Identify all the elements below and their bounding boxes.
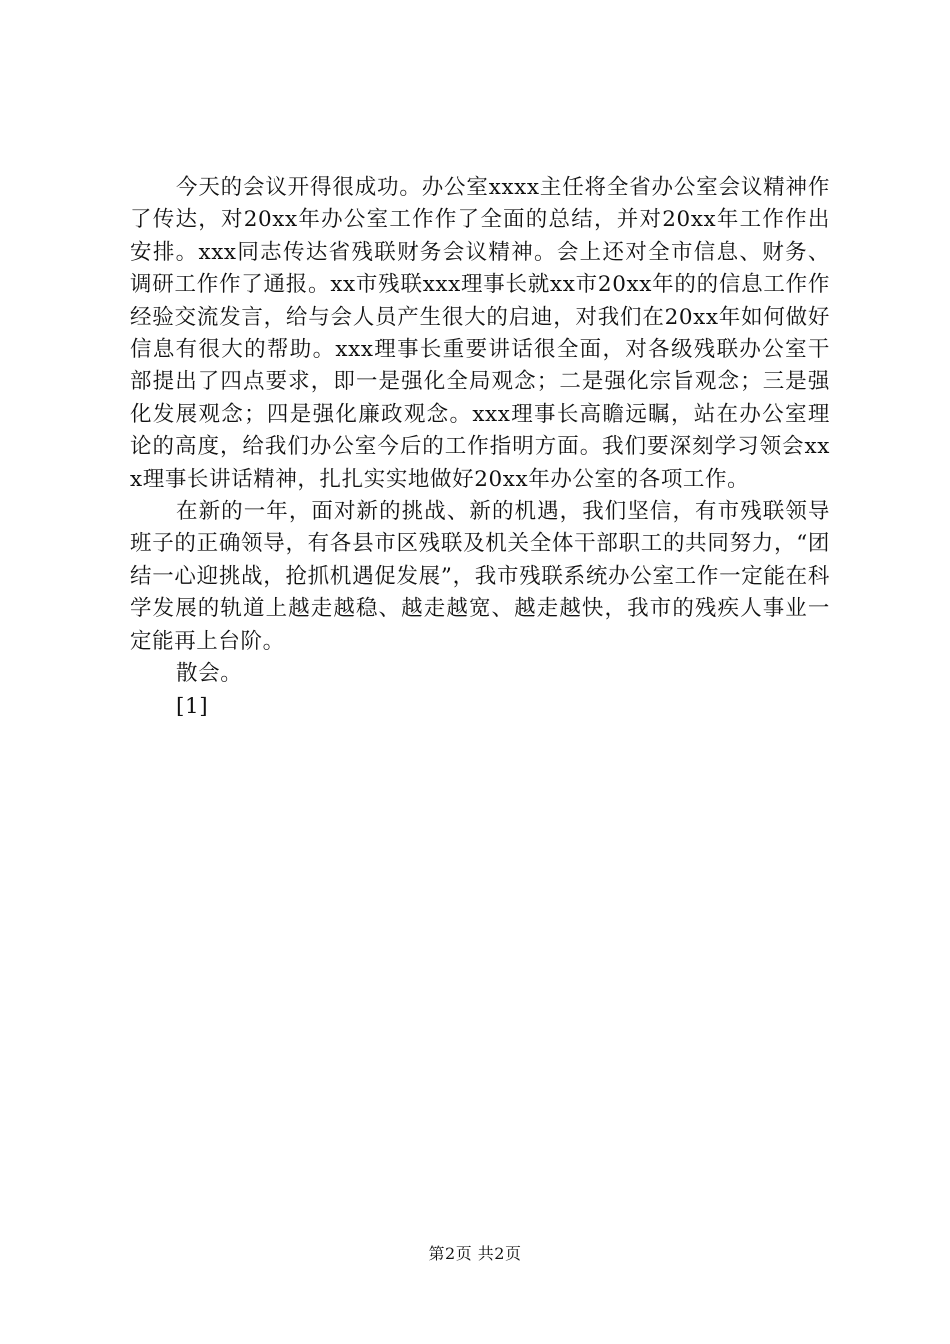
paragraph-adjourn: 散会。 [176,661,243,687]
paragraph-footnote-marker: [1] [176,693,209,719]
paragraph-new-year-outlook: 在新的一年，面对新的挑战、新的机遇，我们坚信，有市残联领导班子的正确领导，有各县市区残联及机关全体干部职工的共同努力，“团结一心迎挑战，抢抓机遇促发展”，我市残联系统办公室工作一定能在科学发展的轨道上越走越稳、越走越宽、越走越快，我市的残疾人事业一定能再上台阶。 [130,499,830,654]
page-number-footer: 第2页 共2页 [428,1244,522,1263]
paragraph-meeting-summary: 今天的会议开得很成功。办公室xxxx主任将全省办公室会议精神作了传达，对20xx年办公室工作作了全面的总结，并对20xx年工作作出安排。xxx同志传达省残联财务会议精神。会上还对全市信息、财务、调研工作作了通报。xx市残联xxx理事长就xx市20xx年的的信息工作作经验交流发言，给与会人员产生很大的启迪，对我们在20xx年如何做好信息有很大的帮助。xxx理事长重要讲话很全面，对各级残联办公室干部提出了四点要求，即一是强化全局观念；二是强化宗旨观念；三是强化发展观念；四是强化廉政观念。xxx理事长高瞻远瞩，站在办公室理论的高度，给我们办公室今后的工作指明方面。我们要深刻学习领会xxx理事长讲话精神，扎扎实实地做好20xx年办公室的各项工作。 [130,175,830,492]
document-body [130,172,830,723]
